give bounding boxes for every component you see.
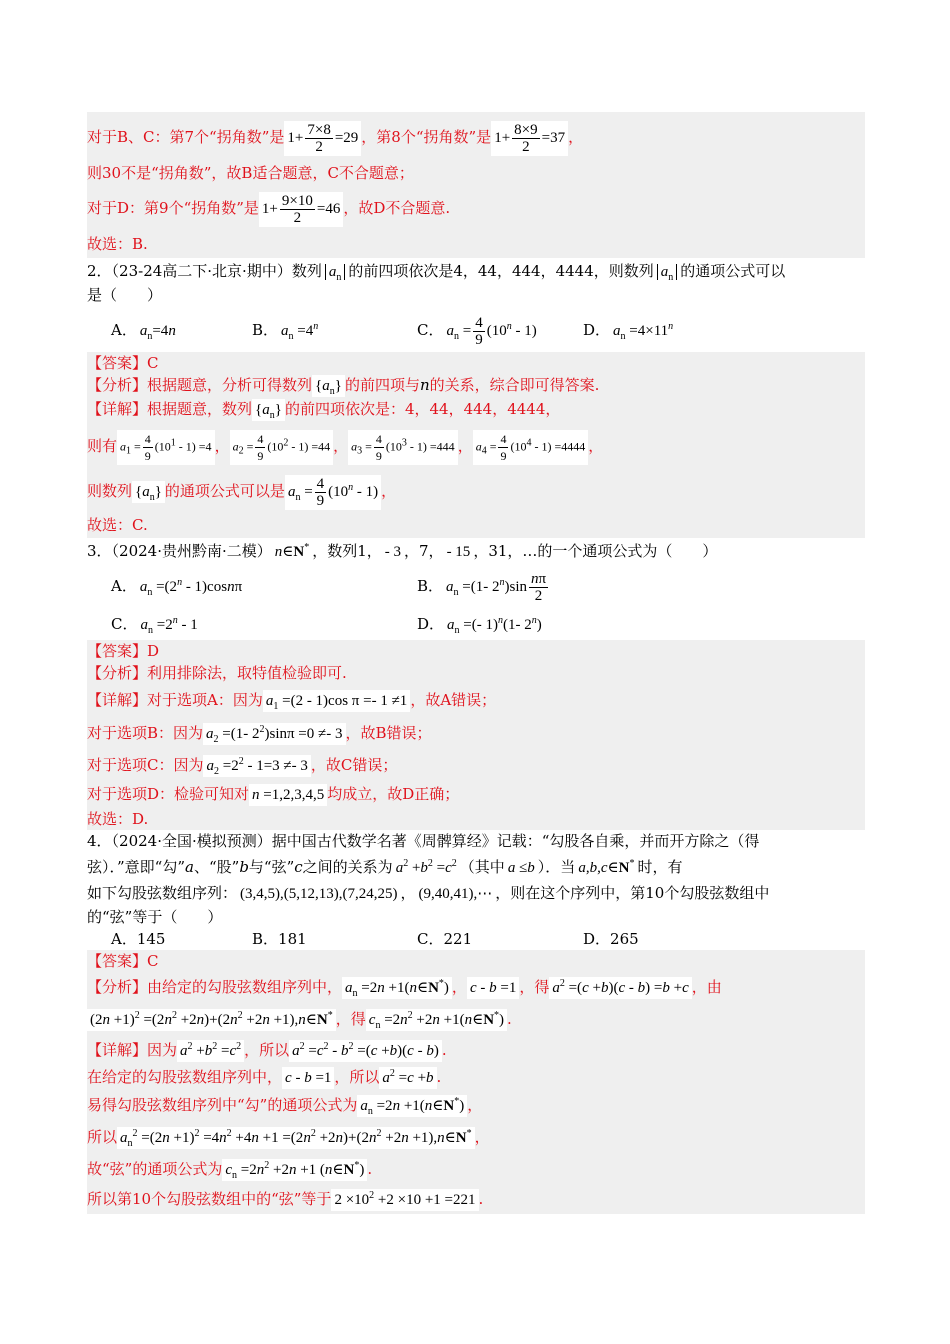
q3-stem: 3．（2024·贵州黔南·二模） n∈N* ，数列1， - 3 ，7， - 15 ，31，…的一个通项公式为（ ） [87,542,718,560]
q4-detail-5: 故“弦”的通项公式为 $c_n =2n^2 +2n +1$ (n∈N*) . [87,1160,373,1181]
formula: 1+ $\frac{9\times 10}{2}$ =46 [259,192,343,227]
q4-answer: 【答案】C [87,952,159,970]
q2-choose: 故选：C. [87,516,148,534]
q4-option-d[interactable]: D．265 [583,930,639,948]
q3-choose: 故选：D. [87,810,149,828]
question-4 [87,830,865,1214]
q2-solution [87,352,865,538]
q3-answer: 【答案】D [87,642,160,660]
q4-option-c[interactable]: C．221 [417,930,473,948]
q3-detail-c: 对于选项C：因为 $a_2 =2^2 - 1=3 \ne- 3$ ，故C错误； [87,756,398,777]
q3-analysis: 【分析】利用排除法，取特值检验即可. [87,664,347,682]
q3-option-b[interactable]: B． $a_n =(1-$ 2$^n$)sin $\frac{n\pi}{2}$ [417,570,547,604]
question-2 [87,258,865,538]
q4-stem-4: 的“弦”等于（ ） [87,908,223,926]
prev-line-1: 对于B、C：第7个“拐角数”是 1+ $\frac{7\times 8}{2}$ =29 ，第8个“拐角数”是 1+ $\frac{8\times 9}{2}$ =37 ， [87,121,584,155]
q4-solution [87,950,865,1214]
prev-solution-block [87,112,865,258]
q4-option-a[interactable]: A．145 [111,930,166,948]
q2-analysis: 【分析】根据题意，分析可得数列 $\{a_n\}$ 的前四项与n的关系，综合即可得答案. [87,376,600,397]
q3-option-a[interactable]: A． $a_n =(2^n - 1)\cos n\pi$ [111,577,243,598]
q4-options [87,928,865,950]
q4-stem-2: 弦）．”意即“勾”a、“股”b与“弦”c之间的关系为 $a^2 +b^2 =c^2$ （其中 a ≤b ）．当 a,b,c∈N* 时，有 [87,858,683,876]
q4-detail-2: 在给定的勾股弦数组序列中， c - b =1 ，所以 $a^2 =c +b$ . [87,1064,865,1090]
q2-stem-line-1: 2．（23-24高二下·北京·期中）数列 $a_n$ 的前四项依次是4，44，444，4444，则数列 $a_n$ 的通项公式可以 [87,262,786,283]
q4-analysis-2: $(2n +1)^2 =(2n^2 +2n)+(2n^2 +2n$ +1),n∈N* ，得 $c_n =2n^2 +2n$ +1(n∈N*) . [87,1002,865,1036]
q2-option-b[interactable]: B． $a_n =4^n$ [252,321,319,342]
q2-conclusion: 则数列 $\{a_n\}$ 的通项公式可以是 $a_n$ = $\frac{4}{9}$ (10$^n$ - 1) ， [87,475,397,509]
q3-detail-d: 对于选项D：检验可知对 n =1,2,3,4,5 均成立，故D正确； [87,780,865,808]
worksheet-page [87,112,865,1214]
q4-analysis-1: 【分析】由给定的勾股弦数组序列中， $a_n =2n$ +1(n∈N*) ， c - b =1 ，得 $a^2 =(c +b)(c - b) =b +c$ ，由 [87,978,722,999]
q4-stem-3: 如下勾股弦数组序列： (3,4,5),(5,12,13),(7,24,25) ， (9,40,41),⋯ ，则在这个序列中，第10个勾股弦数组中 [87,884,770,902]
q3-detail-b: 对于选项B：因为 $a_2 =(1-$ $2^2)\sin\pi =0 \ne- 3$ ，故B错误； [87,724,432,745]
q2-option-c[interactable]: C． $a_n$ = $\frac{4}{9}$ (10$^n$ - 1) [417,314,537,348]
q4-stem-1: 4．（2024·全国·模拟预测）据中国古代数学名著《周髀算经》记载：“勾股各自乘，并而开方除之（得 [87,832,760,850]
q3-options-row-2 [87,608,865,640]
q4-detail-6: 所以第10个勾股弦数组中的“弦”等于 $2 \times 10^2 +2 \times 10 +1 =221$ . [87,1184,865,1214]
q2-stem-line-2: 是（ ） [87,286,163,304]
prev-line-2: 则30不是“拐角数”，故B适合题意，C不合题意； [87,164,414,182]
q4-option-b[interactable]: B．181 [252,930,307,948]
formula: 1+ $\frac{7\times 8}{2}$ =29 [284,121,361,156]
q3-solution [87,640,865,830]
q2-detail: 【详解】根据题意，数列 $\{a_n\}$ 的前四项依次是：4，44，444，4444， [87,400,561,421]
q3-options-row-1 [87,564,865,608]
q2-option-d[interactable]: D． $a_n =4\times 11^n$ [583,321,674,342]
prev-line-3: 对于D：第9个“拐角数”是 1+ $\frac{9\times 10}{2}$ =46 ，故D不合题意. [87,192,451,226]
q2-options [87,308,865,352]
q3-option-d[interactable]: D． $a_n$ =(- 1)$^n$(1- 2$^n$) [417,615,542,636]
q4-detail-1: 【详解】因为 $a^2 +b^2 =c^2$ ，所以 $a^2 =c^2 - b^2 =(c +b)(c - b)$ . [87,1036,865,1064]
prev-answer: 故选：B. [87,235,148,253]
q4-detail-4: 所以 $a_n^2 =(2n +1)^2 =4n^2 +4n +1 =(2n^2 +2n)+(2n^2 +2n$ +1),n∈N* ， [87,1128,490,1149]
formula: 1+ $\frac{8\times 9}{2}$ =37 [491,121,568,156]
q2-detail-values: 则有 $a_1$ = $\frac{4}{9}$ $(10^1 - 1) =4$ ， $a_2$ = $\frac{4}{9}$ $(10^2 - 1) =44$ ， $a_3$ = $\frac{4}{9}$ $(10^3 - 1) =444$ ， $a_4$ = $\frac{4}{9}$ $(10^4 - 1) =4444$ ， [87,431,604,463]
q2-answer: 【答案】C [87,354,159,372]
q4-detail-3: 易得勾股弦数组序列中“勾”的通项公式为 $a_n =2n$ +1(n∈N*) ， [87,1096,483,1117]
q3-option-c[interactable]: C． $a_n =2^n - 1$ [111,615,198,636]
q2-option-a[interactable]: A． $a_n=4n$ [111,321,176,342]
question-3 [87,538,865,830]
q3-detail-a: 【详解】对于选项A：因为 $a_1 =(2 - 1)\cos$ π =- 1 ≠1 ，故A错误； [87,691,497,712]
